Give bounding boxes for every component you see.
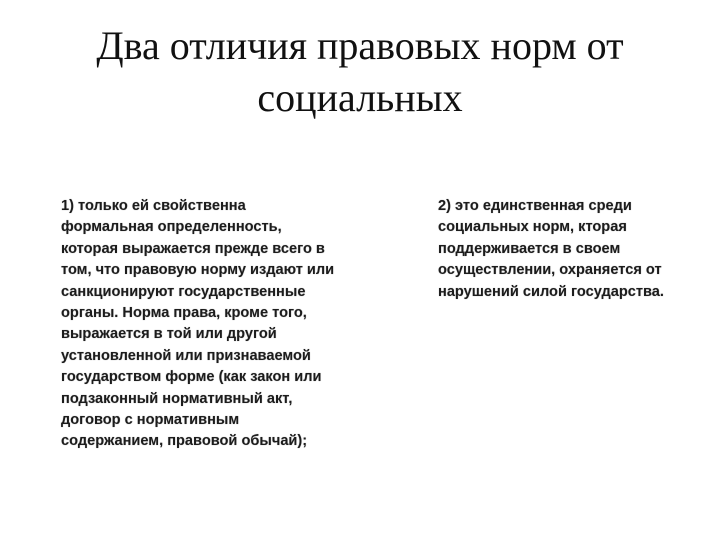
left-text-line: договор с нормативным [61,412,240,429]
left-column-text [61,196,361,453]
right-text-line: социальных норм, кторая [438,219,627,236]
left-text-line: выражается в той или другой [61,326,277,343]
left-text-line: органы. Норма права, кроме того, [61,305,307,322]
right-text-line: 2) это единственная среди [438,198,632,214]
left-text-line: установленной или признаваемой [61,347,311,364]
left-text-line: формальная определенность, [61,219,282,236]
left-text-line: подзаконный нормативный акт, [61,390,293,407]
left-text-line: 1) только ей свойственна [61,198,246,214]
left-text-line: государством форме (как закон или [61,369,322,386]
left-text-line: санкционируют государственные [61,283,306,300]
right-text-line: осуществлении, охраняется от [438,262,662,279]
slide-title [60,20,660,124]
right-text-line: нарушений силой государства. [438,283,664,300]
right-text-line: поддерживается в своем [438,240,621,257]
left-text-line: содержанием, правовой обычай); [61,433,308,450]
left-text-line: том, что правовую норму издают или [61,262,335,279]
right-column-text [438,196,688,303]
left-text-line: которая выражается прежде всего в [61,240,325,257]
slide-title-line: Два отличия правовых норм от [96,23,624,68]
slide-title-line: социальных [257,75,463,120]
